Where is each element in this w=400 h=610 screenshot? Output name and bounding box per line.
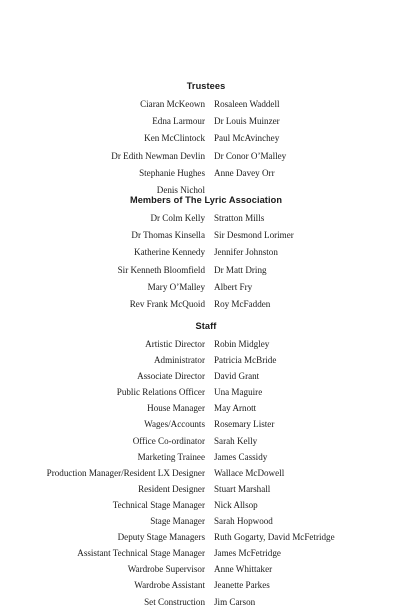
trustees-list bbox=[0, 96, 400, 199]
table-row bbox=[0, 449, 400, 465]
staff-name: James McFetridge bbox=[214, 548, 281, 559]
staff-role: Set Construction bbox=[144, 596, 205, 607]
staff-role: Wardrobe Assistant bbox=[134, 580, 205, 591]
staff-name: Robin Midgley bbox=[214, 339, 270, 349]
member-name-right: Sir Desmond Lorimer bbox=[214, 230, 294, 241]
table-row bbox=[0, 577, 400, 593]
staff-name: Sarah Hopwood bbox=[214, 516, 273, 527]
staff-name: Jim Carson bbox=[214, 596, 256, 607]
table-row bbox=[0, 529, 400, 545]
trustee-name-left: Stephanie Hughes bbox=[139, 167, 205, 178]
staff-name: Anne Whittaker bbox=[214, 564, 273, 575]
table-row bbox=[0, 513, 400, 529]
list-item bbox=[0, 96, 400, 113]
staff-role: Deputy Stage Managers bbox=[117, 532, 205, 543]
member-name-right: Dr Matt Dring bbox=[214, 264, 267, 275]
trustee-name-left: Ciaran McKeown bbox=[140, 99, 205, 109]
member-name-left: Dr Colm Kelly bbox=[150, 213, 205, 223]
staff-name: Nick Allsop bbox=[214, 499, 258, 510]
staff-name: Sarah Kelly bbox=[214, 435, 258, 446]
member-name-right: Stratton Mills bbox=[214, 213, 265, 223]
member-name-left: Sir Kenneth Bloomfield bbox=[117, 264, 205, 275]
table-row bbox=[0, 416, 400, 432]
trustee-name-right: Paul McAvinchey bbox=[214, 133, 280, 144]
trustee-name-left: Dr Edith Newman Devlin bbox=[111, 150, 205, 161]
table-row bbox=[0, 545, 400, 561]
member-name-right: Albert Fry bbox=[214, 281, 253, 292]
table-row bbox=[0, 336, 400, 352]
staff-role: Wardrobe Supervisor bbox=[127, 564, 205, 575]
staff-role: Resident Designer bbox=[138, 483, 205, 494]
staff-heading: Staff bbox=[195, 321, 217, 331]
trustee-name-left: Denis Nichol bbox=[156, 184, 205, 195]
table-row bbox=[0, 465, 400, 481]
trustee-name-right: Dr Louis Muinzer bbox=[214, 116, 280, 127]
member-name-left: Katherine Kennedy bbox=[134, 247, 205, 258]
staff-name: Stuart Marshall bbox=[214, 483, 271, 494]
member-name-right: Jennifer Johnston bbox=[214, 247, 278, 258]
staff-name: Jeanette Parkes bbox=[214, 580, 270, 591]
table-row bbox=[0, 594, 400, 610]
member-name-left: Mary O’Malley bbox=[147, 281, 205, 292]
member-name-right: Roy McFadden bbox=[214, 298, 271, 309]
staff-role: Wages/Accounts bbox=[144, 419, 205, 430]
table-row bbox=[0, 368, 400, 384]
list-item bbox=[0, 148, 400, 165]
staff-role: Marketing Trainee bbox=[137, 451, 205, 462]
staff-role: Production Manager/Resident LX Designer bbox=[46, 467, 205, 478]
staff-name: Ruth Gogarty, David McFetridge bbox=[214, 532, 335, 543]
staff-name: Una Maguire bbox=[214, 387, 263, 398]
member-name-left: Rev Frank McQuoid bbox=[129, 298, 205, 309]
staff-name: May Arnott bbox=[214, 403, 257, 414]
staff-role: Stage Manager bbox=[150, 516, 205, 527]
table-row bbox=[0, 400, 400, 416]
list-item bbox=[0, 130, 400, 147]
trustee-name-right: Anne Davey Orr bbox=[214, 167, 275, 178]
table-row bbox=[0, 497, 400, 513]
staff-role: House Manager bbox=[147, 403, 205, 414]
trustee-name-left: Ken McClintock bbox=[144, 133, 205, 144]
list-item bbox=[0, 165, 400, 182]
member-name-left: Dr Thomas Kinsella bbox=[131, 230, 205, 241]
table-row bbox=[0, 384, 400, 400]
staff-name: Rosemary Lister bbox=[214, 419, 275, 430]
table-row bbox=[0, 352, 400, 368]
staff-role: Associate Director bbox=[137, 371, 205, 382]
staff-role: Public Relations Officer bbox=[116, 387, 205, 398]
trustee-name-left: Edna Larmour bbox=[152, 116, 205, 127]
list-item bbox=[0, 113, 400, 130]
trustee-name-right: Rosaleen Waddell bbox=[214, 99, 280, 109]
staff-role: Administrator bbox=[153, 355, 205, 366]
staff-role: Office Co-ordinator bbox=[132, 435, 205, 446]
staff-name: James Cassidy bbox=[214, 451, 268, 462]
staff-name: Wallace McDowell bbox=[214, 467, 285, 478]
members-list bbox=[0, 210, 400, 313]
table-row bbox=[0, 561, 400, 577]
staff-role: Artistic Director bbox=[145, 339, 205, 349]
staff-name: David Grant bbox=[214, 371, 260, 382]
staff-list bbox=[0, 336, 400, 610]
staff-role: Assistant Technical Stage Manager bbox=[77, 548, 205, 559]
list-item bbox=[0, 279, 400, 296]
staff-name: Patricia McBride bbox=[214, 355, 277, 366]
staff-role: Technical Stage Manager bbox=[112, 499, 205, 510]
trustees-heading: Trustees bbox=[186, 81, 226, 91]
table-row bbox=[0, 433, 400, 449]
list-item bbox=[0, 244, 400, 261]
list-item bbox=[0, 210, 400, 227]
table-row bbox=[0, 481, 400, 497]
members-heading: Members of The Lyric Association bbox=[129, 195, 283, 205]
trustee-name-right: Dr Conor O’Malley bbox=[214, 150, 287, 161]
list-item bbox=[0, 262, 400, 279]
list-item bbox=[0, 296, 400, 313]
list-item bbox=[0, 227, 400, 244]
